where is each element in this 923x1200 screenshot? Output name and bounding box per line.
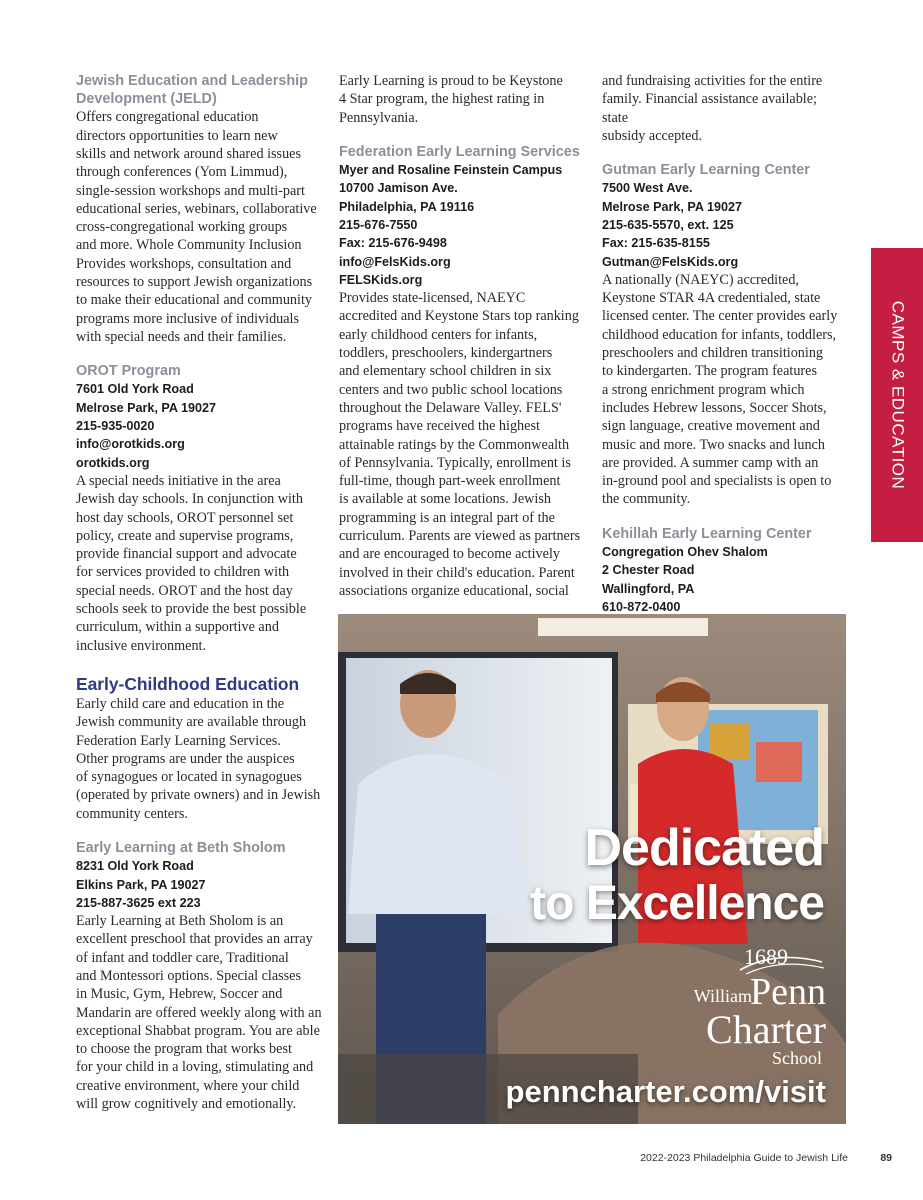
body-line: cross-congregational working groups xyxy=(76,219,288,236)
entry-title: Development (JELD) xyxy=(76,91,217,108)
body-line: exceptional Shabbat program. You are able xyxy=(76,1022,320,1039)
body-line: excellent preschool that provides an array xyxy=(76,931,313,948)
body-line: creative environment, where your child xyxy=(76,1077,300,1094)
body-line: Provides state-licensed, NAEYC xyxy=(339,290,526,307)
entry-title: Jewish Education and Leadership xyxy=(76,73,308,89)
body-line: Provides workshops, consultation and xyxy=(76,255,292,272)
entry-title: Kehillah Early Learning Center xyxy=(602,525,812,542)
body-line: programs more inclusive of individuals xyxy=(76,310,300,327)
body-line: throughout the Delaware Valley. FELS' xyxy=(339,399,562,416)
body-line: curriculum, within a supportive and xyxy=(76,619,279,636)
entry-kehillah xyxy=(602,525,842,616)
entry-beth-sholom xyxy=(76,839,328,1113)
city-line: Philadelphia, PA 19116 xyxy=(339,199,475,214)
body-line: and more. Whole Community Inclusion xyxy=(76,237,302,254)
website-line: orotkids.org xyxy=(76,455,150,470)
body-line: policy, create and supervise programs, xyxy=(76,527,294,544)
column-3 xyxy=(602,72,842,616)
body-line: directors opportunities to learn new xyxy=(76,127,278,144)
ad-headline-line-2: to Excellence xyxy=(530,877,824,930)
page-footer xyxy=(600,1152,892,1168)
body-line: Pennsylvania. xyxy=(339,109,419,126)
body-line: educational series, webinars, collaborative xyxy=(76,200,317,217)
address-line: 7500 West Ave. xyxy=(602,181,693,196)
body-line: and elementary school children in six xyxy=(339,363,552,380)
body-line: programs have received the highest xyxy=(339,418,540,435)
body-line: inclusive environment. xyxy=(76,637,207,654)
address-line: 10700 Jamison Ave. xyxy=(339,181,458,196)
body-line: childhood education for infants, toddlers, xyxy=(602,326,837,343)
body-line: Jewish day schools. In conjunction with xyxy=(76,491,303,508)
body-line: full-time, though part-week enrollment xyxy=(339,473,561,490)
body-line: toddlers, preschoolers, kindergartners xyxy=(339,345,553,362)
body-line: through conferences (Yom Limmud), xyxy=(76,164,288,181)
body-line: to kindergarten. The program features xyxy=(602,363,817,380)
body-line: single-session workshops and multi-part xyxy=(76,182,305,199)
body-line: of synagogues or located in synagogues xyxy=(76,769,302,786)
body-line: (operated by private owners) and in Jewish xyxy=(76,787,321,804)
city-line: Elkins Park, PA 19027 xyxy=(76,877,206,892)
email-line: info@orotkids.org xyxy=(76,437,185,452)
body-line: host day schools, OROT personnel set xyxy=(76,509,294,526)
entry-orot xyxy=(76,362,328,655)
section-side-tab-label: CAMPS & EDUCATION xyxy=(888,300,907,490)
logo-word-charter: Charter xyxy=(706,1007,826,1052)
body-line: are provided. A summer camp with an xyxy=(602,454,819,471)
entry-jeld xyxy=(76,72,328,346)
phone-line: 215-887-3625 ext 223 xyxy=(76,895,201,910)
phone-line: 215-935-0020 xyxy=(76,419,155,434)
body-line: is available at some locations. Jewish xyxy=(339,491,551,508)
body-line: to make their educational and community xyxy=(76,292,312,309)
body-line: preschoolers and children transitioning xyxy=(602,345,824,362)
body-line: programming is an integral part of the xyxy=(339,509,555,526)
penn-charter-logo xyxy=(636,944,826,1074)
body-line: will grow cognitively and emotionally. xyxy=(76,1096,297,1113)
body-line: Early Learning at Beth Sholom is an xyxy=(76,913,284,930)
body-line: subsidy accepted. xyxy=(602,127,703,144)
column-1 xyxy=(76,72,328,1113)
entry-title: Early Learning at Beth Sholom xyxy=(76,840,286,856)
logo-year: 1689 xyxy=(744,944,788,969)
penn-charter-advertisement[interactable] xyxy=(338,614,846,1124)
entry-continuation xyxy=(602,72,842,145)
body-line: A nationally (NAEYC) accredited, xyxy=(602,271,799,288)
body-line: of infant and toddler care, Traditional xyxy=(76,949,289,966)
address-line: 7601 Old York Road xyxy=(76,382,194,397)
body-line: Offers congregational education xyxy=(76,109,259,126)
logo-word-school: School xyxy=(771,1048,822,1068)
section-side-tab xyxy=(871,248,923,542)
body-line: for services provided to children with xyxy=(76,564,290,581)
address-line: 8231 Old York Road xyxy=(76,859,194,874)
body-line: and are encouraged to become actively xyxy=(339,546,560,563)
body-line: a strong enrichment program which xyxy=(602,381,805,398)
body-line: Jewish community are available through xyxy=(76,714,307,731)
phone-line: 215-676-7550 xyxy=(339,217,418,232)
body-line: with special needs and their families. xyxy=(76,328,287,345)
entry-title: OROT Program xyxy=(76,363,181,380)
body-line: Early child care and education in the xyxy=(76,695,284,712)
logo-word-penn: Penn xyxy=(750,971,826,1013)
body-line: community centers. xyxy=(76,805,188,822)
body-line: centers and two public school locations xyxy=(339,381,563,398)
phone-line: 610-872-0400 xyxy=(602,599,681,614)
body-line: skills and network around shared issues xyxy=(76,146,301,162)
ad-url-link[interactable]: penncharter.com/visit xyxy=(505,1074,826,1109)
entry-continuation xyxy=(339,72,585,127)
ad-headline-line-1: Dedicated xyxy=(584,819,824,877)
body-line: in Music, Gym, Hebrew, Soccer and xyxy=(76,986,283,1003)
body-line: and fundraising activities for the entire xyxy=(602,73,823,89)
body-line: curriculum. Parents are viewed as partners xyxy=(339,528,581,545)
body-line: schools seek to provide the best possible xyxy=(76,601,307,618)
body-line: music and more. Two snacks and lunch xyxy=(602,436,825,453)
logo-word-william: William xyxy=(693,986,752,1006)
body-line: resources to support Jewish organizations xyxy=(76,274,313,291)
fax-line: Fax: 215-635-8155 xyxy=(602,236,710,251)
body-line: A special needs initiative in the area xyxy=(76,472,281,489)
body-line: associations organize educational, social xyxy=(339,582,569,599)
body-line: includes Hebrew lessons, Soccer Shots, xyxy=(602,399,827,416)
body-line: early childhood centers for infants, xyxy=(339,326,538,343)
body-line: provide financial support and advocate xyxy=(76,546,297,563)
body-line: for your child in a loving, stimulating and xyxy=(76,1059,314,1076)
phone-line: 215-635-5570, ext. 125 xyxy=(602,217,734,232)
body-line: and Montessori options. Special classes xyxy=(76,967,301,984)
campus-line: Myer and Rosaline Feinstein Campus xyxy=(339,163,563,178)
body-line: Mandarin are offered weekly along with an xyxy=(76,1004,322,1021)
body-line: accredited and Keystone Stars top ranking xyxy=(339,308,579,325)
column-2 xyxy=(339,72,585,600)
entry-title: Federation Early Learning Services xyxy=(339,143,580,160)
fax-line: Fax: 215-676-9498 xyxy=(339,236,447,251)
body-line: in-ground pool and specialists is open to xyxy=(602,473,832,490)
body-line: of Pennsylvania. Typically, enrollment is xyxy=(339,454,571,471)
city-line: Melrose Park, PA 19027 xyxy=(602,199,743,214)
city-line: Melrose Park, PA 19027 xyxy=(76,400,217,415)
body-line: Other programs are under the auspices xyxy=(76,750,295,767)
entry-fels xyxy=(339,143,585,600)
page-number: 89 xyxy=(880,1152,892,1164)
body-line: Early Learning is proud to be Keystone xyxy=(339,73,563,89)
body-line: Federation Early Learning Services. xyxy=(76,732,281,749)
body-line: to choose the program that works best xyxy=(76,1041,292,1058)
organization-line: Congregation Ohev Shalom xyxy=(602,544,768,559)
body-line: 4 Star program, the highest rating in xyxy=(339,91,545,108)
body-line: family. Financial assistance available; state xyxy=(602,91,817,126)
footer-publication: 2022-2023 Philadelphia Guide to Jewish Life xyxy=(640,1152,848,1164)
website-line: FELSKids.org xyxy=(339,272,423,287)
body-line: Keystone STAR 4A credentialed, state xyxy=(602,290,821,307)
body-line: involved in their child's education. Parent xyxy=(339,564,575,581)
body-line: attainable ratings by the Commonwealth xyxy=(339,436,570,453)
body-line: special needs. OROT and the host day xyxy=(76,582,293,599)
body-line: sign language, creative movement and xyxy=(602,418,820,435)
section-title: Early-Childhood Education xyxy=(76,673,300,694)
entry-title: Gutman Early Learning Center xyxy=(602,162,810,179)
email-line: Gutman@FelsKids.org xyxy=(602,254,739,269)
section-early-childhood xyxy=(76,673,328,823)
city-line: Wallingford, PA xyxy=(602,581,695,596)
body-line: the community. xyxy=(602,491,691,508)
address-line: 2 Chester Road xyxy=(602,563,695,578)
entry-gutman xyxy=(602,161,842,509)
body-line: licensed center. The center provides early xyxy=(602,308,838,325)
email-line: info@FelsKids.org xyxy=(339,254,451,269)
